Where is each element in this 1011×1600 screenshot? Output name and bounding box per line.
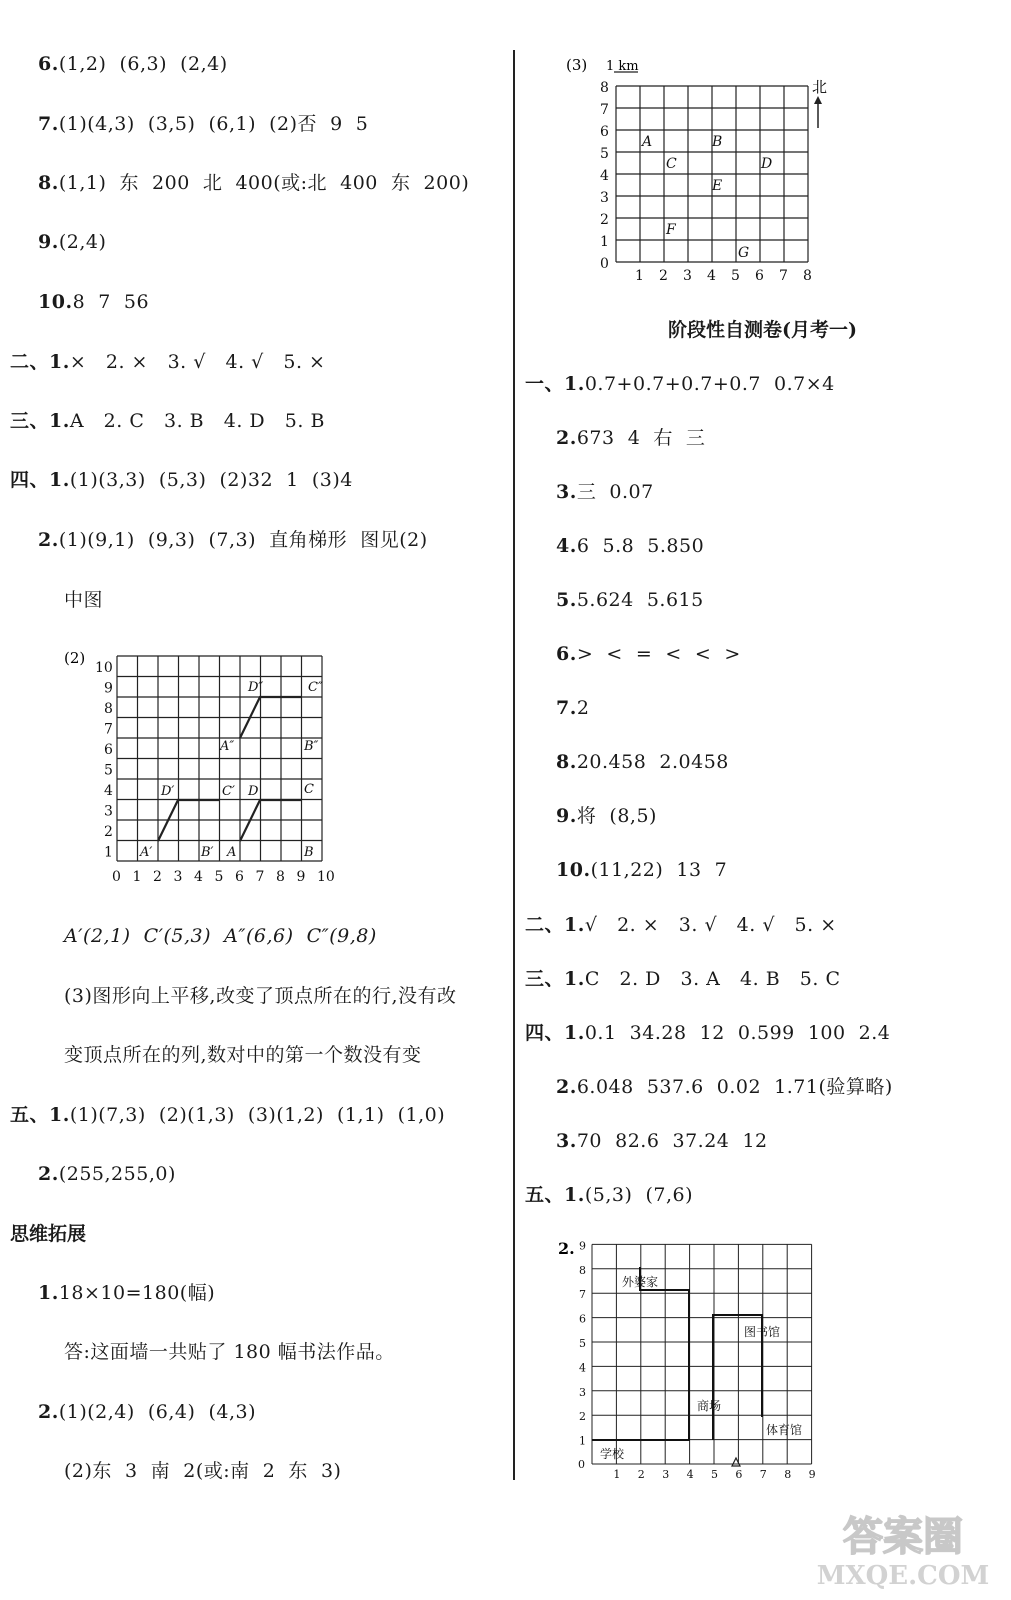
scale-label: 1 km — [606, 59, 639, 74]
answer-line: 2.(1)(9,1) (9,3) (7,3) 直角梯形 图见(2) — [38, 529, 428, 551]
point-label: B — [712, 134, 723, 150]
x-tick-label: 7 — [779, 268, 788, 284]
y-tick-label: 6 — [600, 124, 609, 140]
x-tick-label: 4 — [686, 1468, 694, 1481]
x-tick-label: 8 — [784, 1468, 792, 1481]
answer-line: 四、1.(1)(3,3) (5,3) (2)32 1 (3)4 — [10, 469, 353, 491]
answer-line: A′(2,1) C′(5,3) A″(6,6) C″(9,8) — [64, 925, 377, 947]
answer-line: 二、1.× 2. × 3. √ 4. √ 5. × — [10, 351, 326, 373]
point-label: A″ — [220, 739, 235, 754]
place-label: 体育馆 — [766, 1423, 803, 1437]
answer-line: 10.(11,22) 13 7 — [556, 859, 728, 881]
point-label: C — [666, 156, 677, 172]
answer-line: 6.> < = < < > — [556, 643, 741, 665]
x-tick-label: 1 — [132, 869, 142, 885]
point-label: D — [248, 784, 259, 799]
y-tick-label: 8 — [579, 1263, 586, 1277]
point-label: B — [304, 845, 314, 860]
x-tick-label: 1 — [635, 268, 644, 284]
x-tick-label: 4 — [194, 869, 203, 885]
x-tick-label: 0 — [578, 1458, 585, 1471]
answer-line: 2.673 4 右 三 — [556, 427, 706, 449]
north-arrowhead-icon — [814, 96, 822, 104]
section-title: 阶段性自测卷(月考一) — [668, 319, 857, 341]
answer-line: 一、1.0.7+0.7+0.7+0.7 0.7×4 — [525, 373, 835, 395]
y-tick-label: 3 — [579, 1385, 586, 1399]
grid3-label: (3) — [566, 56, 588, 74]
y-tick-label: 2 — [600, 212, 609, 228]
answer-line: 2.(1)(2,4) (6,4) (4,3) — [38, 1401, 257, 1423]
y-tick-label: 4 — [104, 783, 113, 799]
y-tick-label: 5 — [600, 146, 609, 162]
y-tick-label: 7 — [579, 1288, 586, 1302]
x-tick-label: 6 — [735, 1468, 743, 1481]
answer-line: 四、1.0.1 34.28 12 0.599 100 2.4 — [525, 1022, 891, 1044]
answer-line: 五、1.(1)(7,3) (2)(1,3) (3)(1,2) (1,1) (1,0) — [10, 1104, 446, 1126]
answer-line: 8.20.458 2.0458 — [556, 751, 729, 773]
svg-text:答案圈: 答案圈 — [843, 1513, 963, 1560]
place-label: 学校 — [600, 1447, 625, 1461]
answer-line: 7.2 — [556, 697, 590, 719]
svg-text:MXQE.COM: MXQE.COM — [816, 1561, 990, 1591]
column-divider — [513, 50, 515, 1480]
x-tick-label: 5 — [731, 268, 740, 284]
y-tick-label: 8 — [104, 701, 113, 717]
answer-line: 8.(1,1) 东 200 北 400(或:北 400 东 200) — [38, 172, 470, 194]
answer-line: 三、1.A 2. C 3. B 4. D 5. B — [10, 410, 325, 432]
point-label: F — [666, 222, 676, 238]
x-tick-label: 3 — [173, 869, 183, 885]
answer-line: (2)东 3 南 2(或:南 2 东 3) — [64, 1460, 342, 1482]
map-grid — [556, 1236, 821, 1486]
x-tick-label: 1 — [613, 1468, 621, 1481]
answer-line: 9.(2,4) — [38, 231, 107, 253]
y-tick-label: 2 — [579, 1410, 586, 1424]
x-tick-label: 5 — [711, 1468, 718, 1481]
answer-line: 10.8 7 56 — [38, 291, 150, 313]
place-label: 外婆家 — [622, 1275, 659, 1289]
x-tick-label: 7 — [255, 869, 265, 885]
x-tick-label: 2 — [659, 268, 668, 284]
point-label: D″ — [248, 680, 264, 695]
answer-line: 变顶点所在的列,数对中的第一个数没有变 — [64, 1044, 422, 1066]
x-tick-label: 9 — [296, 869, 306, 885]
y-tick-label: 1 — [600, 234, 609, 250]
answer-line: 5.5.624 5.615 — [556, 589, 704, 611]
point-label: D′ — [161, 784, 175, 799]
point-label: C — [304, 782, 314, 797]
answer-line: 1.18×10=180(幅) — [38, 1282, 216, 1304]
point-label: A′ — [140, 845, 153, 860]
y-tick-label: 9 — [104, 680, 113, 697]
y-tick-label: 9 — [579, 1239, 586, 1253]
y-tick-label: 3 — [600, 190, 609, 206]
answer-line: 五、1.(5,3) (7,6) — [525, 1184, 694, 1206]
answer-line: 2.(255,255,0) — [38, 1163, 176, 1185]
map-grid-label: 2. — [558, 1239, 575, 1258]
answer-line: 7.(1)(4,3) (3,5) (6,1) (2)否 9 5 — [38, 113, 369, 135]
y-tick-label: 8 — [600, 80, 609, 96]
point-label: C′ — [222, 784, 235, 799]
x-tick-label: 8 — [276, 869, 285, 885]
point-label: A — [227, 845, 237, 860]
answer-line: (3)图形向上平移,改变了顶点所在的行,没有改 — [64, 985, 457, 1007]
y-tick-label: 5 — [579, 1337, 586, 1350]
answer-line: 答:这面墙一共贴了 180 幅书法作品。 — [64, 1341, 395, 1363]
point-label: B″ — [304, 739, 319, 754]
place-label: 图书馆 — [744, 1325, 781, 1339]
x-tick-label: 3 — [662, 1468, 670, 1481]
x-tick-label: 2 — [637, 1468, 645, 1481]
x-tick-label: 5 — [214, 869, 224, 885]
y-tick-label: 2 — [104, 824, 113, 840]
x-tick-label: 9 — [808, 1468, 816, 1481]
point-label: G — [738, 245, 750, 261]
y-tick-label: 4 — [579, 1361, 586, 1375]
north-label: 北 — [812, 78, 828, 96]
answer-line: 2.6.048 537.6 0.02 1.71(验算略) — [556, 1076, 893, 1098]
x-tick-label: 4 — [707, 268, 716, 284]
y-tick-label: 6 — [104, 742, 113, 758]
watermark-logo — [813, 1502, 993, 1592]
y-tick-label: 6 — [579, 1312, 586, 1326]
section-heading: 思维拓展 — [10, 1223, 87, 1245]
x-tick-label: 0 — [112, 869, 121, 885]
answer-line: 3.三 0.07 — [556, 481, 654, 503]
answer-line: 中图 — [64, 589, 104, 611]
place-label: 商场 — [697, 1399, 722, 1413]
y-tick-label: 0 — [600, 256, 609, 272]
y-tick-label: 10 — [95, 660, 113, 676]
x-tick-label: 3 — [683, 268, 692, 284]
y-tick-label: 4 — [600, 168, 609, 184]
answer-line: 二、1.√ 2. × 3. √ 4. √ 5. × — [525, 914, 837, 936]
answer-line: 4.6 5.8 5.850 — [556, 535, 705, 557]
x-tick-label: 2 — [153, 869, 162, 885]
y-tick-label: 5 — [104, 762, 113, 779]
y-tick-label: 1 — [104, 844, 113, 861]
x-tick-label: 7 — [759, 1468, 767, 1481]
y-tick-label: 7 — [600, 102, 609, 118]
coordinate-grid-2 — [60, 645, 350, 890]
point-label: B′ — [201, 845, 214, 860]
answer-line: 9.将 (8,5) — [556, 805, 657, 827]
x-tick-label: 8 — [803, 268, 812, 284]
x-tick-label: 6 — [755, 268, 764, 284]
point-label: D — [761, 156, 773, 172]
x-tick-label: 10 — [317, 869, 335, 885]
y-tick-label: 1 — [579, 1434, 586, 1448]
point-label: A — [642, 134, 653, 150]
y-tick-label: 7 — [104, 721, 113, 738]
answer-line: 3.70 82.6 37.24 12 — [556, 1130, 768, 1152]
point-label: E — [712, 178, 723, 194]
answer-line: 三、1.C 2. D 3. A 4. B 5. C — [525, 968, 841, 990]
answer-line: 6.(1,2) (6,3) (2,4) — [38, 53, 228, 75]
grid2-label: (2) — [64, 649, 86, 667]
coordinate-grid-3 — [562, 52, 842, 292]
y-tick-label: 3 — [104, 803, 113, 820]
x-tick-label: 6 — [235, 869, 244, 885]
point-label: C″ — [308, 680, 323, 695]
